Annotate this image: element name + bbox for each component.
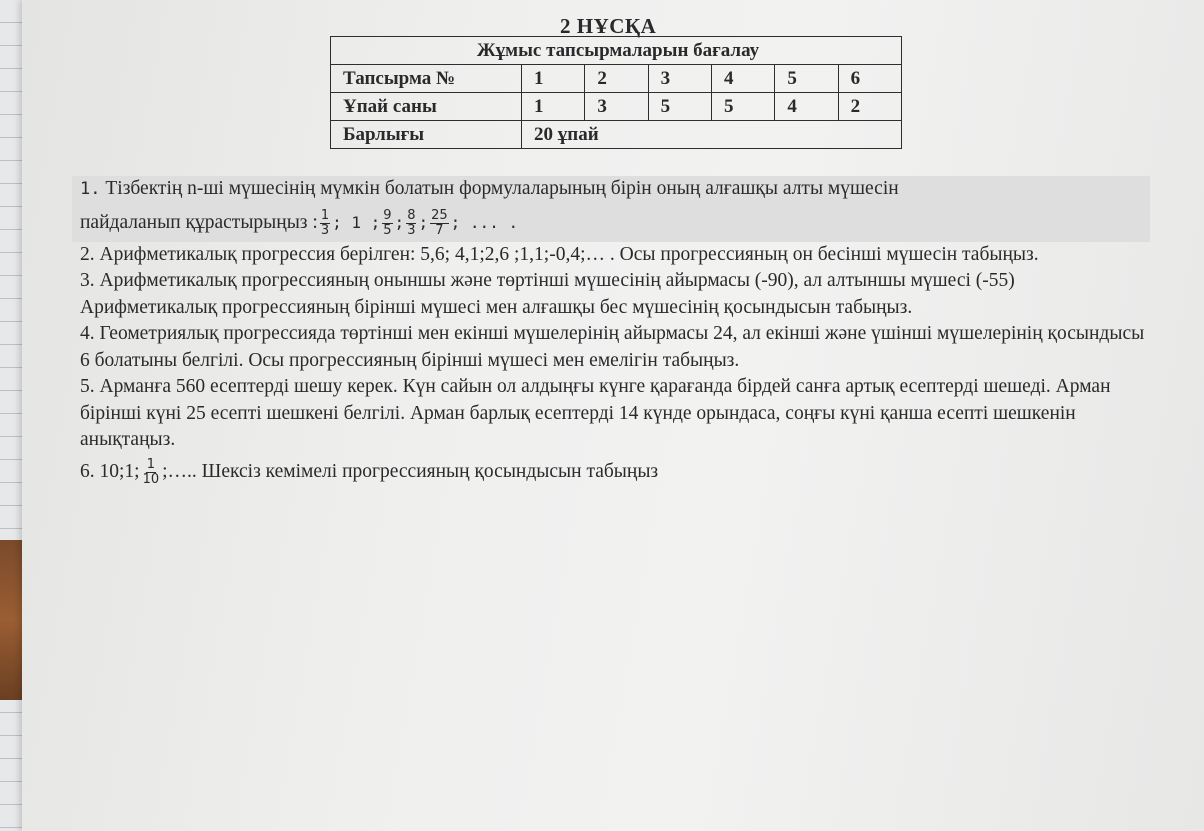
- fraction-numerator: 8: [407, 207, 416, 223]
- task-1-line-2: [80, 209, 1140, 238]
- total-row: [331, 121, 902, 149]
- sequence-fraction: [430, 209, 449, 238]
- fraction-denominator: 3: [407, 222, 416, 238]
- variant-title: 2 НҰСҚА: [560, 14, 657, 38]
- score-cell: 2: [838, 93, 901, 121]
- task-1: [72, 176, 1150, 242]
- score-label: Ұпай саны: [331, 93, 522, 121]
- task-list: [80, 176, 1150, 487]
- sequence-fraction: [320, 209, 330, 238]
- sequence-fraction: [406, 209, 416, 238]
- fraction-numerator: 25: [431, 207, 448, 223]
- fraction-denominator: 10: [142, 471, 160, 487]
- total-value: 20 ұпай: [522, 121, 902, 149]
- score-cell: 5: [648, 93, 711, 121]
- task-5: 5. Арманға 560 есептерді шешу керек. Күн сайын ол алдыңғы күнге қарағанда бірдей санға артық есептерді шешеді. Арман бірінші күні 25 есепті шешкені белгілі. Арман барлық есептерді 14 күнде орындаса, соңғы күні қанша есепті шешкенін анықтаңыз.: [80, 376, 1111, 450]
- grading-caption-row: [331, 37, 902, 65]
- score-cell: 3: [585, 93, 648, 121]
- sequence-separator: ;: [394, 212, 405, 232]
- task-1-number: 1.: [80, 179, 101, 199]
- task-number-cell: 4: [711, 65, 774, 93]
- sequence-separator: ; 1 ;: [332, 212, 381, 232]
- score-row: [331, 93, 902, 121]
- score-cell: 5: [711, 93, 774, 121]
- score-cell: 1: [522, 93, 585, 121]
- fraction-numerator: 1: [146, 456, 155, 472]
- task-6: [80, 458, 1150, 487]
- fraction-denominator: 7: [435, 222, 444, 238]
- task-4: 4. Геометриялық прогрессияда төртінші мен екінші мүшелерінің айырмасы 24, ал екінші және үшінші мүшелерінің қосындысы 6 болатыны белгілі. Осы прогрессияның бірінші мүшесі мен емелігін табыңыз.: [80, 323, 1145, 371]
- grading-caption: Жұмыс тапсырмаларын бағалау: [331, 37, 902, 65]
- task-number-row: [331, 65, 902, 93]
- sequence-separator: ;: [418, 212, 429, 232]
- fraction-numerator: 1: [320, 207, 330, 223]
- score-cell: 4: [775, 93, 838, 121]
- task-number-cell: 6: [838, 65, 901, 93]
- fraction-denominator: 5: [383, 222, 392, 238]
- task-6-fraction: [142, 458, 161, 487]
- task-2: 2. Арифметикалық прогрессия берілген: 5,6; 4,1;2,6 ;1,1;-0,4;… . Осы прогрессияның он бесінші мүшесін табыңыз.: [80, 243, 1039, 265]
- task-number-cell: 2: [585, 65, 648, 93]
- task-1-prefix: пайдаланып құрастырыңыз :: [80, 211, 318, 233]
- task-number-cell: 3: [648, 65, 711, 93]
- task-number-label: Тапсырма №: [331, 65, 522, 93]
- task-number-cell: 1: [522, 65, 585, 93]
- sequence-fraction: [382, 209, 392, 238]
- fraction-numerator: 9: [383, 207, 392, 223]
- task-6-suffix: ;….. Шексіз кемімелі прогрессияның қосындысын табыңыз: [162, 460, 659, 482]
- task-6-prefix: 6. 10;1;: [80, 460, 140, 482]
- grading-table: [330, 36, 902, 149]
- task-3: 3. Арифметикалық прогрессияның оныншы және төртінші мүшесінің айырмасы (-90), ал алтыншы мүшесі (-55) Арифметикалық прогрессияның бірінші мүшесі мен алғашқы бес мүшесінің қосындысын табыңыз.: [80, 270, 1015, 318]
- task-1-text: Тізбектің n-ші мүшесінің мүмкін болатын формулаларының бірін оның алғашқы алты мүшесін: [105, 178, 899, 199]
- total-label: Барлығы: [331, 121, 522, 149]
- sequence-separator: ; ... .: [450, 212, 519, 232]
- task-number-cell: 5: [775, 65, 838, 93]
- task-1-line-1: [80, 176, 1140, 203]
- fraction-denominator: 3: [320, 222, 330, 238]
